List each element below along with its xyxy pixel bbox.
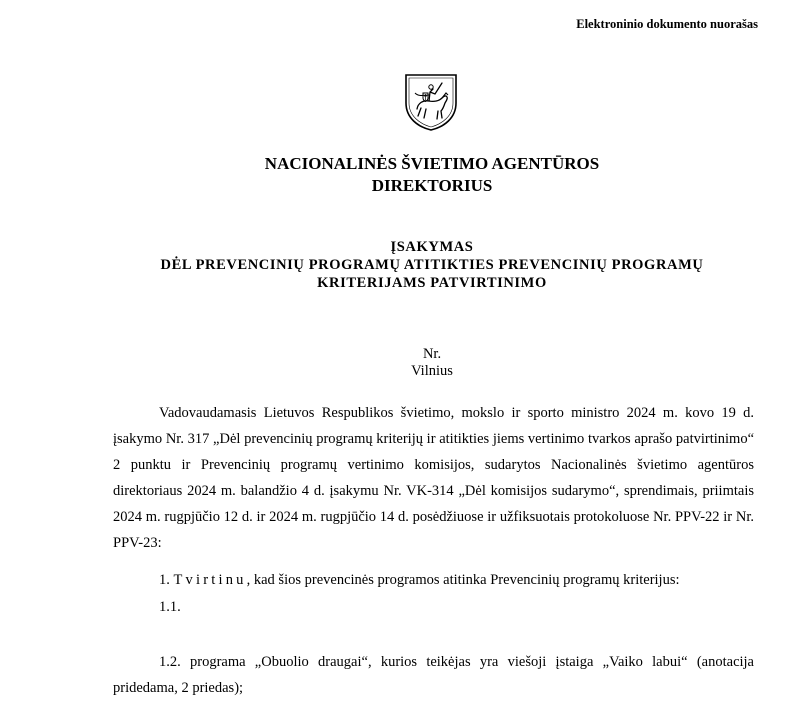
order-number-label: Nr.: [422, 346, 442, 362]
authority-title: DIREKTORIUS: [371, 176, 493, 195]
preamble-paragraph: Vadovaudamasis Lietuvos Respublikos švietimo, mokslo ir sporto ministro 2024 m. kovo 19 d. įsakymo Nr. 317 „Dėl prevencinių programų kriterijų ir atitikties jiems vertinimo tvarkos aprašo patvirtinimo“ 2 punktu ir Prevencinių programų vertinimo komisijos, sudarytos Nacionalinės švietimo agentūros direktoriaus 2024 m. balandžio 4 d. įsakymu Nr. VK-314 „Dėl komisijos sudarymo“, sprendimais, priimtais 2024 m. rugpjūčio 12 d. ir 2024 m. rugpjūčio 14 d. posėdžiuose ir užfiksuotais protokoluose Nr. PPV-22 ir Nr. PPV-23:: [113, 405, 754, 551]
item-1-text: , kad šios prevencinės programos atitinka Prevencinių programų kriterijus:: [246, 572, 680, 588]
order-city: Vilnius: [411, 363, 453, 379]
order-title-line-1: DĖL PREVENCINIŲ PROGRAMŲ ATITIKTIES PREVENCINIŲ PROGRAMŲ: [160, 257, 704, 273]
item-1: [159, 567, 680, 593]
authority-name: NACIONALINĖS ŠVIETIMO AGENTŪROS: [264, 154, 600, 173]
preamble-block: [113, 400, 754, 556]
item-1-2: 1.2. programa „Obuolio draugai“, kurios teikėjas yra viešoji įstaiga „Vaiko labui“ (anotacija pridedama, 2 priedas);: [113, 654, 754, 696]
corner-note: Elektroninio dokumento nuorašas: [576, 17, 758, 31]
item-1-number: 1.: [159, 572, 170, 588]
vytis-coat-of-arms-icon: [404, 73, 458, 131]
item-1-verb: Tvirtinu: [173, 572, 247, 588]
item-1-1: 1.1.: [159, 599, 181, 615]
order-type: ĮSAKYMAS: [390, 239, 474, 255]
order-title-line-2: KRITERIJAMS PATVIRTINIMO: [317, 275, 547, 291]
